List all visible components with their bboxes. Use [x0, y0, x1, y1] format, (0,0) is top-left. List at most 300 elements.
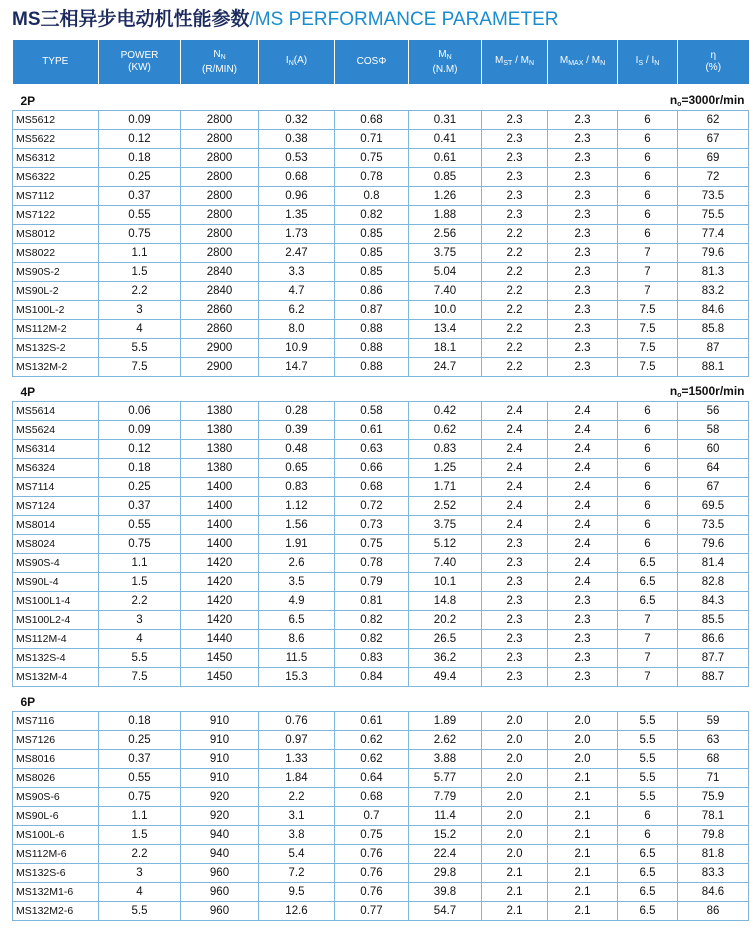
cell-power: 0.09 [99, 421, 181, 440]
table-row [13, 168, 749, 187]
header-starting-current-ratio: $I_S / I_N$ [618, 40, 678, 84]
cell-type: MS8016 [13, 750, 99, 769]
cell-power: 4 [99, 883, 181, 902]
cell-rated-torque: 0.41 [409, 130, 482, 149]
cell-power: 2.2 [99, 592, 181, 611]
cell-rated-speed: 2900 [181, 358, 259, 377]
cell-power: 0.18 [99, 712, 181, 731]
cell-starting-torque-ratio: 2.0 [482, 731, 548, 750]
cell-starting-torque-ratio: 2.3 [482, 535, 548, 554]
cell-type: MS112M-2 [13, 320, 99, 339]
cell-rated-current: 0.96 [259, 187, 335, 206]
table-row [13, 845, 749, 864]
cell-rated-current: 1.35 [259, 206, 335, 225]
cell-efficiency: 87.7 [678, 649, 749, 668]
cell-starting-torque-ratio: 2.3 [482, 187, 548, 206]
cell-starting-torque-ratio: 2.3 [482, 111, 548, 130]
cell-rated-current: 4.9 [259, 592, 335, 611]
cell-power-factor: 0.66 [335, 459, 409, 478]
cell-rated-current: 1.73 [259, 225, 335, 244]
cell-type: MS132M-4 [13, 668, 99, 687]
cell-starting-current-ratio: 7.5 [618, 358, 678, 377]
cell-starting-current-ratio: 7 [618, 282, 678, 301]
table-row [13, 282, 749, 301]
cell-rated-speed: 2840 [181, 263, 259, 282]
table-row [13, 206, 749, 225]
cell-efficiency: 79.6 [678, 244, 749, 263]
cell-power-factor: 0.77 [335, 902, 409, 921]
cell-power-factor: 0.87 [335, 301, 409, 320]
cell-max-torque-ratio: 2.3 [548, 339, 618, 358]
cell-rated-torque: 22.4 [409, 845, 482, 864]
cell-rated-speed: 2860 [181, 320, 259, 339]
cell-max-torque-ratio: 2.3 [548, 282, 618, 301]
cell-efficiency: 81.3 [678, 263, 749, 282]
cell-power: 5.5 [99, 339, 181, 358]
cell-power: 0.25 [99, 168, 181, 187]
cell-starting-torque-ratio: 2.3 [482, 130, 548, 149]
cell-power-factor: 0.75 [335, 535, 409, 554]
cell-starting-torque-ratio: 2.0 [482, 845, 548, 864]
cell-type: MS100L-6 [13, 826, 99, 845]
cell-type: MS132S-4 [13, 649, 99, 668]
table-row [13, 611, 749, 630]
cell-power: 3 [99, 864, 181, 883]
header-efficiency: η (%) [678, 40, 749, 84]
cell-power-factor: 0.58 [335, 402, 409, 421]
cell-rated-torque: 7.79 [409, 788, 482, 807]
cell-starting-torque-ratio: 2.4 [482, 516, 548, 535]
cell-rated-current: 0.32 [259, 111, 335, 130]
cell-rated-speed: 2800 [181, 130, 259, 149]
cell-power-factor: 0.76 [335, 883, 409, 902]
cell-type: MS6312 [13, 149, 99, 168]
table-row [13, 244, 749, 263]
cell-efficiency: 69.5 [678, 497, 749, 516]
cell-rated-speed: 910 [181, 750, 259, 769]
cell-power: 0.25 [99, 478, 181, 497]
cell-rated-current: 15.3 [259, 668, 335, 687]
cell-rated-torque: 13.4 [409, 320, 482, 339]
cell-rated-current: 3.3 [259, 263, 335, 282]
cell-rated-speed: 1420 [181, 592, 259, 611]
cell-power: 0.75 [99, 225, 181, 244]
table-row [13, 320, 749, 339]
cell-starting-current-ratio: 6 [618, 149, 678, 168]
cell-rated-torque: 7.40 [409, 554, 482, 573]
cell-starting-torque-ratio: 2.3 [482, 168, 548, 187]
table-row [13, 769, 749, 788]
cell-rated-current: 6.2 [259, 301, 335, 320]
cell-type: MS132S-6 [13, 864, 99, 883]
cell-rated-current: 4.7 [259, 282, 335, 301]
cell-power: 0.37 [99, 497, 181, 516]
cell-rated-speed: 2860 [181, 301, 259, 320]
cell-power-factor: 0.76 [335, 845, 409, 864]
cell-rated-current: 9.5 [259, 883, 335, 902]
cell-rated-torque: 3.88 [409, 750, 482, 769]
table-row [13, 668, 749, 687]
section-label: 2P [13, 84, 409, 111]
section-header [13, 84, 749, 111]
cell-rated-torque: 0.31 [409, 111, 482, 130]
cell-power-factor: 0.62 [335, 750, 409, 769]
cell-max-torque-ratio: 2.0 [548, 731, 618, 750]
cell-max-torque-ratio: 2.3 [548, 358, 618, 377]
cell-power-factor: 0.63 [335, 440, 409, 459]
cell-efficiency: 67 [678, 130, 749, 149]
cell-starting-torque-ratio: 2.4 [482, 459, 548, 478]
cell-rated-speed: 2800 [181, 206, 259, 225]
cell-rated-torque: 3.75 [409, 244, 482, 263]
cell-max-torque-ratio: 2.1 [548, 864, 618, 883]
cell-starting-current-ratio: 6.5 [618, 864, 678, 883]
cell-rated-torque: 7.40 [409, 282, 482, 301]
cell-starting-current-ratio: 7 [618, 649, 678, 668]
cell-power: 0.09 [99, 111, 181, 130]
cell-rated-torque: 1.71 [409, 478, 482, 497]
cell-starting-torque-ratio: 2.4 [482, 402, 548, 421]
table-row [13, 750, 749, 769]
cell-power: 1.5 [99, 826, 181, 845]
cell-power-factor: 0.79 [335, 573, 409, 592]
cell-efficiency: 84.6 [678, 883, 749, 902]
cell-rated-current: 7.2 [259, 864, 335, 883]
cell-starting-current-ratio: 6 [618, 478, 678, 497]
cell-power-factor: 0.76 [335, 864, 409, 883]
cell-rated-current: 1.12 [259, 497, 335, 516]
table-row [13, 864, 749, 883]
cell-rated-speed: 2800 [181, 111, 259, 130]
table-row [13, 478, 749, 497]
cell-efficiency: 75.5 [678, 206, 749, 225]
cell-rated-current: 0.65 [259, 459, 335, 478]
cell-rated-speed: 1380 [181, 421, 259, 440]
cell-starting-torque-ratio: 2.3 [482, 592, 548, 611]
cell-type: MS6324 [13, 459, 99, 478]
cell-starting-current-ratio: 6 [618, 111, 678, 130]
cell-power-factor: 0.82 [335, 206, 409, 225]
cell-power-factor: 0.83 [335, 649, 409, 668]
cell-starting-current-ratio: 6.5 [618, 883, 678, 902]
cell-starting-current-ratio: 5.5 [618, 731, 678, 750]
table-row [13, 554, 749, 573]
cell-power: 0.55 [99, 769, 181, 788]
cell-starting-torque-ratio: 2.3 [482, 668, 548, 687]
table-row [13, 149, 749, 168]
cell-starting-current-ratio: 5.5 [618, 712, 678, 731]
cell-starting-current-ratio: 6 [618, 440, 678, 459]
cell-power: 3 [99, 301, 181, 320]
cell-max-torque-ratio: 2.1 [548, 826, 618, 845]
header-max-torque-ratio: $M_{MAX} / M_N$ [548, 40, 618, 84]
cell-type: MS8014 [13, 516, 99, 535]
cell-starting-torque-ratio: 2.3 [482, 554, 548, 573]
cell-type: MS112M-6 [13, 845, 99, 864]
cell-power-factor: 0.84 [335, 668, 409, 687]
cell-efficiency: 86.6 [678, 630, 749, 649]
table-row [13, 187, 749, 206]
cell-power-factor: 0.61 [335, 712, 409, 731]
cell-rated-current: 2.2 [259, 788, 335, 807]
cell-power: 0.37 [99, 187, 181, 206]
cell-max-torque-ratio: 2.3 [548, 149, 618, 168]
cell-starting-torque-ratio: 2.3 [482, 573, 548, 592]
cell-power: 0.55 [99, 206, 181, 225]
table-row [13, 339, 749, 358]
cell-power-factor: 0.75 [335, 826, 409, 845]
cell-type: MS7112 [13, 187, 99, 206]
cell-power: 0.12 [99, 130, 181, 149]
cell-efficiency: 84.6 [678, 301, 749, 320]
cell-rated-current: 10.9 [259, 339, 335, 358]
cell-rated-current: 0.28 [259, 402, 335, 421]
cell-rated-speed: 940 [181, 845, 259, 864]
cell-starting-torque-ratio: 2.0 [482, 788, 548, 807]
table-row [13, 826, 749, 845]
cell-efficiency: 58 [678, 421, 749, 440]
cell-rated-current: 0.76 [259, 712, 335, 731]
cell-starting-current-ratio: 5.5 [618, 769, 678, 788]
cell-starting-current-ratio: 7.5 [618, 320, 678, 339]
cell-rated-current: 1.56 [259, 516, 335, 535]
cell-max-torque-ratio: 2.4 [548, 535, 618, 554]
cell-starting-current-ratio: 6 [618, 459, 678, 478]
cell-efficiency: 79.8 [678, 826, 749, 845]
cell-starting-current-ratio: 7 [618, 263, 678, 282]
cell-max-torque-ratio: 2.1 [548, 788, 618, 807]
section-header [13, 687, 749, 712]
table-row [13, 516, 749, 535]
cell-power-factor: 0.86 [335, 282, 409, 301]
cell-efficiency: 85.8 [678, 320, 749, 339]
cell-rated-torque: 14.8 [409, 592, 482, 611]
cell-max-torque-ratio: 2.3 [548, 168, 618, 187]
cell-rated-torque: 0.85 [409, 168, 482, 187]
cell-efficiency: 62 [678, 111, 749, 130]
cell-rated-speed: 1420 [181, 611, 259, 630]
cell-type: MS8026 [13, 769, 99, 788]
cell-max-torque-ratio: 2.4 [548, 516, 618, 535]
cell-rated-speed: 1450 [181, 668, 259, 687]
cell-type: MS90L-6 [13, 807, 99, 826]
cell-starting-torque-ratio: 2.3 [482, 206, 548, 225]
cell-power-factor: 0.85 [335, 225, 409, 244]
page-title [12, 6, 558, 34]
section-header [13, 377, 749, 402]
cell-power-factor: 0.82 [335, 611, 409, 630]
cell-power: 0.37 [99, 750, 181, 769]
cell-rated-current: 11.5 [259, 649, 335, 668]
header-type: TYPE [13, 40, 99, 84]
cell-efficiency: 75.9 [678, 788, 749, 807]
cell-max-torque-ratio: 2.3 [548, 630, 618, 649]
cell-efficiency: 56 [678, 402, 749, 421]
cell-max-torque-ratio: 2.3 [548, 244, 618, 263]
cell-power: 4 [99, 320, 181, 339]
cell-starting-torque-ratio: 2.4 [482, 421, 548, 440]
cell-rated-torque: 0.83 [409, 440, 482, 459]
cell-rated-torque: 2.62 [409, 731, 482, 750]
cell-efficiency: 85.5 [678, 611, 749, 630]
cell-efficiency: 81.4 [678, 554, 749, 573]
cell-power: 0.12 [99, 440, 181, 459]
performance-table-wrapper [12, 40, 748, 921]
cell-power-factor: 0.8 [335, 187, 409, 206]
cell-power-factor: 0.81 [335, 592, 409, 611]
cell-rated-speed: 1380 [181, 459, 259, 478]
table-row [13, 731, 749, 750]
header-row [13, 40, 749, 84]
cell-type: MS7114 [13, 478, 99, 497]
cell-rated-speed: 2800 [181, 225, 259, 244]
cell-rated-speed: 2900 [181, 339, 259, 358]
cell-max-torque-ratio: 2.3 [548, 130, 618, 149]
table-row [13, 459, 749, 478]
cell-starting-current-ratio: 7.5 [618, 339, 678, 358]
cell-rated-torque: 1.88 [409, 206, 482, 225]
cell-power: 2.2 [99, 845, 181, 864]
cell-rated-torque: 15.2 [409, 826, 482, 845]
cell-power-factor: 0.64 [335, 769, 409, 788]
cell-starting-torque-ratio: 2.0 [482, 750, 548, 769]
cell-type: MS6322 [13, 168, 99, 187]
cell-max-torque-ratio: 2.1 [548, 769, 618, 788]
cell-power-factor: 0.78 [335, 554, 409, 573]
cell-rated-current: 0.38 [259, 130, 335, 149]
cell-starting-torque-ratio: 2.2 [482, 358, 548, 377]
cell-rated-current: 5.4 [259, 845, 335, 864]
cell-efficiency: 63 [678, 731, 749, 750]
cell-power: 0.75 [99, 788, 181, 807]
cell-efficiency: 78.1 [678, 807, 749, 826]
table-row [13, 225, 749, 244]
cell-power: 1.1 [99, 244, 181, 263]
cell-efficiency: 84.3 [678, 592, 749, 611]
cell-rated-torque: 39.8 [409, 883, 482, 902]
cell-starting-torque-ratio: 2.0 [482, 712, 548, 731]
cell-rated-torque: 11.4 [409, 807, 482, 826]
cell-max-torque-ratio: 2.0 [548, 750, 618, 769]
table-row [13, 712, 749, 731]
cell-power: 1.1 [99, 807, 181, 826]
cell-rated-current: 2.47 [259, 244, 335, 263]
table-row [13, 358, 749, 377]
cell-power: 0.25 [99, 731, 181, 750]
cell-efficiency: 59 [678, 712, 749, 731]
cell-efficiency: 73.5 [678, 187, 749, 206]
cell-efficiency: 82.8 [678, 573, 749, 592]
cell-max-torque-ratio: 2.4 [548, 440, 618, 459]
table-row [13, 883, 749, 902]
cell-starting-current-ratio: 6 [618, 206, 678, 225]
section-speed: $n_o=3000r/\min$ [409, 84, 749, 111]
cell-starting-current-ratio: 6.5 [618, 592, 678, 611]
cell-rated-speed: 2800 [181, 149, 259, 168]
table-row [13, 788, 749, 807]
cell-starting-torque-ratio: 2.4 [482, 478, 548, 497]
cell-starting-torque-ratio: 2.4 [482, 497, 548, 516]
cell-rated-torque: 0.62 [409, 421, 482, 440]
cell-rated-speed: 2800 [181, 168, 259, 187]
header-rated-torque: $M_N$ (N.M) [409, 40, 482, 84]
cell-type: MS5622 [13, 130, 99, 149]
cell-starting-torque-ratio: 2.2 [482, 320, 548, 339]
table-row [13, 535, 749, 554]
cell-rated-current: 0.39 [259, 421, 335, 440]
cell-rated-torque: 18.1 [409, 339, 482, 358]
cell-power: 4 [99, 630, 181, 649]
cell-rated-current: 6.5 [259, 611, 335, 630]
table-row [13, 649, 749, 668]
cell-efficiency: 88.7 [678, 668, 749, 687]
cell-power-factor: 0.85 [335, 244, 409, 263]
cell-type: MS90S-6 [13, 788, 99, 807]
cell-rated-speed: 940 [181, 826, 259, 845]
cell-rated-speed: 920 [181, 788, 259, 807]
cell-type: MS90L-2 [13, 282, 99, 301]
cell-rated-torque: 2.52 [409, 497, 482, 516]
cell-max-torque-ratio: 2.1 [548, 902, 618, 921]
table-row [13, 440, 749, 459]
cell-rated-speed: 1400 [181, 535, 259, 554]
performance-table [12, 40, 749, 921]
cell-starting-current-ratio: 6 [618, 516, 678, 535]
cell-power-factor: 0.62 [335, 731, 409, 750]
cell-starting-current-ratio: 6 [618, 535, 678, 554]
cell-rated-torque: 1.26 [409, 187, 482, 206]
cell-starting-torque-ratio: 2.0 [482, 769, 548, 788]
cell-starting-current-ratio: 6.5 [618, 554, 678, 573]
cell-rated-torque: 26.5 [409, 630, 482, 649]
cell-power: 7.5 [99, 358, 181, 377]
cell-rated-current: 3.5 [259, 573, 335, 592]
cell-max-torque-ratio: 2.3 [548, 592, 618, 611]
cell-starting-torque-ratio: 2.3 [482, 649, 548, 668]
cell-power-factor: 0.72 [335, 497, 409, 516]
section-speed: $n_o=1500r/\min$ [409, 377, 749, 402]
cell-power: 0.18 [99, 149, 181, 168]
section-speed [409, 687, 749, 712]
cell-rated-current: 14.7 [259, 358, 335, 377]
cell-max-torque-ratio: 2.4 [548, 573, 618, 592]
cell-power-factor: 0.68 [335, 788, 409, 807]
cell-type: MS100L2-4 [13, 611, 99, 630]
cell-rated-speed: 960 [181, 883, 259, 902]
cell-starting-torque-ratio: 2.1 [482, 864, 548, 883]
cell-efficiency: 69 [678, 149, 749, 168]
cell-power-factor: 0.73 [335, 516, 409, 535]
cell-starting-current-ratio: 6 [618, 421, 678, 440]
cell-rated-speed: 2800 [181, 187, 259, 206]
cell-rated-speed: 1400 [181, 497, 259, 516]
cell-starting-current-ratio: 6.5 [618, 573, 678, 592]
cell-starting-torque-ratio: 2.2 [482, 282, 548, 301]
cell-power-factor: 0.82 [335, 630, 409, 649]
cell-starting-torque-ratio: 2.2 [482, 263, 548, 282]
cell-efficiency: 68 [678, 750, 749, 769]
cell-power-factor: 0.7 [335, 807, 409, 826]
cell-efficiency: 73.5 [678, 516, 749, 535]
cell-type: MS132M2-6 [13, 902, 99, 921]
cell-starting-current-ratio: 6 [618, 168, 678, 187]
cell-efficiency: 79.6 [678, 535, 749, 554]
cell-power: 0.18 [99, 459, 181, 478]
table-row [13, 807, 749, 826]
table-row [13, 301, 749, 320]
cell-starting-torque-ratio: 2.2 [482, 244, 548, 263]
cell-starting-current-ratio: 6.5 [618, 845, 678, 864]
